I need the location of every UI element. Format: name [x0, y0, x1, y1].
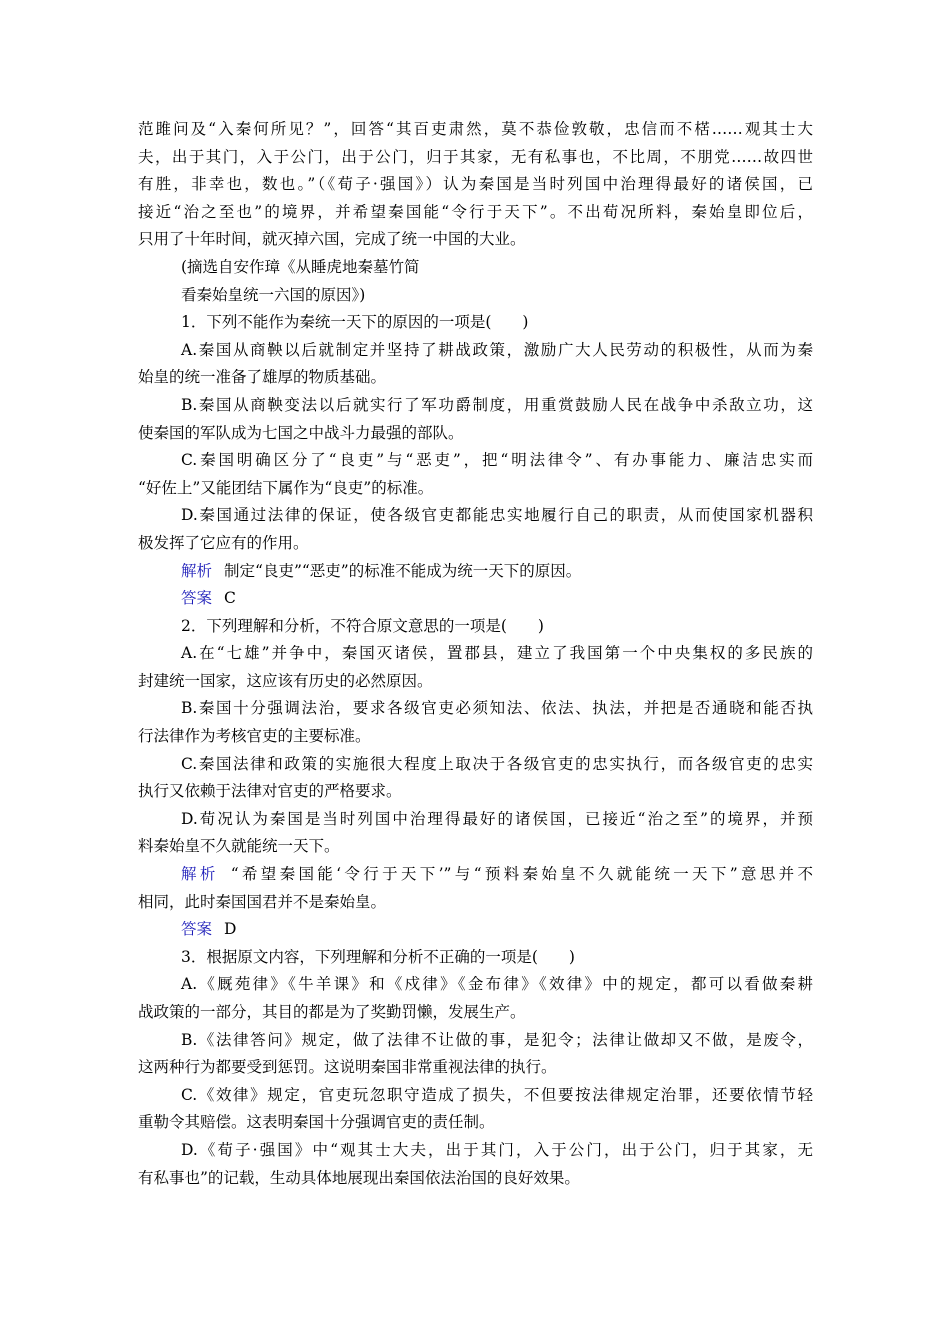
analysis — [138, 558, 813, 586]
option-c: C.《效律》规定，官吏玩忽职守造成了损失，不但要按法律规定治罪，还要依情节轻 重勒令其赔偿。这表明秦国十分强调官吏的责任制。 — [138, 1085, 813, 1132]
option-a: A.《厩苑律》《牛羊课》和《戍律》《金布律》《效律》中的规定，都可以看做秦耕 战政策的一部分，其目的都是为了奖勤罚懒，发展生产。 — [138, 975, 813, 1021]
answer-label: 答案 — [181, 920, 213, 939]
passage-source — [138, 254, 813, 309]
analysis — [138, 861, 813, 916]
option-b: B.秦国从商鞅变法以后就实行了军功爵制度，用重赏鼓励人民在战争中杀敌立功，这 使秦国的军队成为七国之中战斗力最强的部队。 — [138, 395, 813, 442]
answer — [138, 916, 813, 944]
option-c: C.秦国明确区分了“良吏”与“恶吏”，把“明法律令”、有办事能力、廉洁忠实而 “好佐上”又能团结下属作为“良吏”的标准。 — [138, 451, 813, 497]
passage-line: 接近“治之至也”的境界，并希望秦国能“令行于天下”。不出荀况所料，秦始皇即位后， — [138, 202, 813, 221]
answer-label: 答案 — [181, 589, 213, 608]
document-page — [138, 116, 813, 1192]
option-c: C.秦国法律和政策的实施很大程度上取决于各级官吏的忠实执行，而各级官吏的忠实 执行又依赖于法律对官吏的严格要求。 — [138, 754, 813, 801]
source-line: (摘选自安作璋《从睡虎地秦墓竹简 — [181, 257, 420, 276]
question-1 — [138, 309, 813, 613]
option-d: D.秦国通过法律的保证，使各级官吏都能忠实地履行自己的职责，从而使国家机器积 极发挥了它应有的作用。 — [138, 506, 813, 552]
question-3 — [138, 944, 813, 1192]
question-2 — [138, 613, 813, 944]
answer — [138, 585, 813, 613]
option-a: A.在“七雄”并争中，秦国灭诸侯，置郡县，建立了我国第一个中央集权的多民族的 封建统一国家，这应该有历史的必然原因。 — [138, 644, 813, 690]
passage-line: 有胜，非幸也，数也。”（《荀子·强国》）认为秦国是当时列国中治理得最好的诸侯国，已 — [138, 175, 813, 194]
passage-continuation — [138, 116, 813, 254]
question-stem: 3．根据原文内容，下列理解和分析不正确的一项是( ) — [181, 947, 575, 966]
question-stem: 2．下列理解和分析，不符合原文意思的一项是( ) — [181, 616, 544, 635]
option-d: D.《荀子·强国》中“观其士大夫，出于其门，入于公门，出于公门，归于其家，无 有私事也”的记载，生动具体地展现出秦国依法治国的良好效果。 — [138, 1140, 813, 1187]
analysis-text: “希望秦国能‘令行于天下’”与“预料秦始皇不久就能统一天下”意思并不 — [230, 865, 813, 884]
analysis-text: 相同，此时秦国国君并不是秦始皇。 — [138, 892, 387, 911]
answer-value: C — [224, 589, 236, 608]
option-b: B.秦国十分强调法治，要求各级官吏必须知法、依法、执法，并把是否通晓和能否执 行法律作为考核官吏的主要标准。 — [138, 699, 813, 746]
passage-line: 只用了十年时间，就灭掉六国，完成了统一中国的大业。 — [138, 230, 526, 249]
passage-line: 夫，出于其门，入于公门，出于公门，归于其家，无有私事也，不比周，不朋党……故四世 — [138, 147, 813, 166]
passage-line: 范雎问及“入秦何所见？”，回答“其百吏肃然，莫不恭俭敦敬，忠信而不楛……观其士大 — [138, 120, 813, 138]
answer-value: D — [224, 920, 237, 939]
option-a: A.秦国从商鞅以后就制定并坚持了耕战政策，激励广大人民劳动的积极性，从而为秦 始皇的统一准备了雄厚的物质基础。 — [138, 340, 813, 387]
analysis-label: 解析 — [181, 865, 219, 884]
analysis-label: 解析 — [181, 561, 213, 580]
analysis-text: 制定“良吏”“恶吏”的标准不能成为统一天下的原因。 — [224, 561, 582, 580]
source-line: 看秦始皇统一六国的原因》) — [181, 285, 366, 304]
question-stem: 1．下列不能作为秦统一天下的原因的一项是( ) — [181, 313, 529, 332]
option-d: D.荀况认为秦国是当时列国中治理得最好的诸侯国，已接近“治之至”的境界，并预 料秦始皇不久就能统一天下。 — [138, 809, 813, 856]
option-b: B.《法律答问》规定，做了法律不让做的事，是犯令；法律让做却又不做，是废令， 这两种行为都要受到惩罚。这说明秦国非常重视法律的执行。 — [138, 1030, 813, 1077]
